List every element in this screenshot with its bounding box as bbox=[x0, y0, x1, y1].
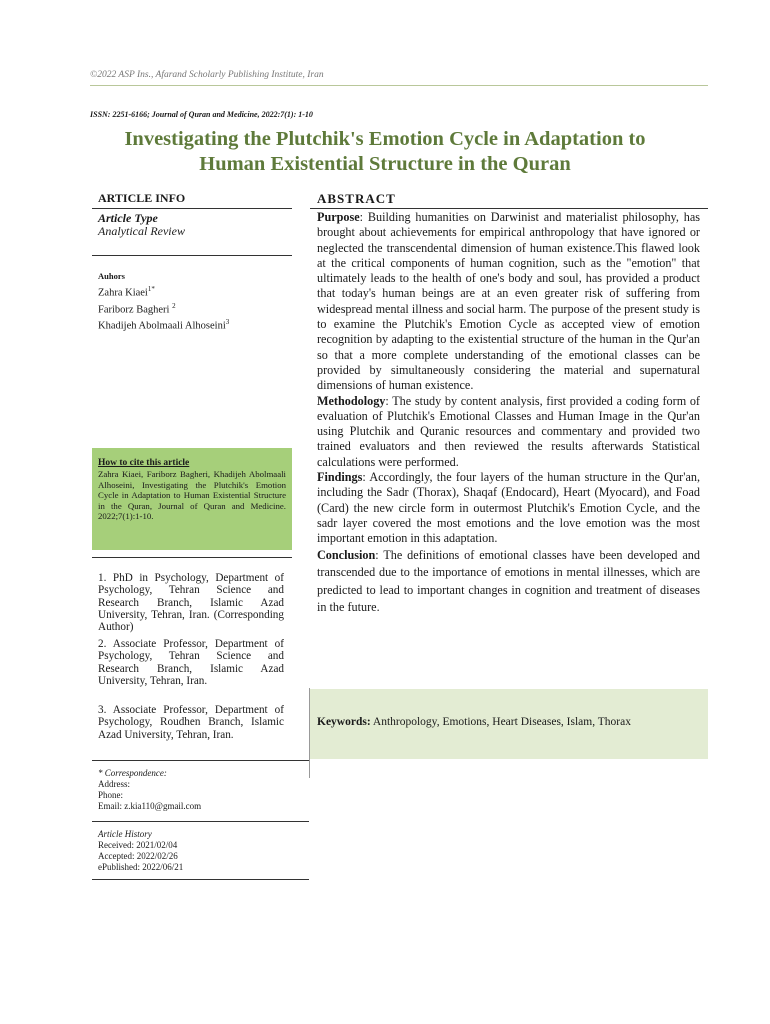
issn-line: ISSN: 2251-6166; Journal of Quran and Medicine, 2022:7(1): 1-10 bbox=[90, 110, 313, 119]
keywords-label: Keywords: bbox=[317, 716, 371, 728]
article-title bbox=[90, 127, 680, 177]
article-type-label: Article Type bbox=[98, 211, 158, 225]
correspondence-address: Address: bbox=[98, 779, 130, 789]
correspondence-block bbox=[98, 768, 201, 812]
divider bbox=[92, 208, 292, 209]
abstract-body bbox=[317, 210, 700, 617]
affiliation-2: 2. Associate Professor, Department of Psychology, Tehran Science and Research Branch, Islamic Azad University, Tehran, Iran. bbox=[98, 638, 284, 687]
column-divider bbox=[309, 688, 310, 778]
cite-title: How to cite this article bbox=[98, 458, 190, 468]
abstract-methodology: Methodology: The study by content analysis, first provided a coding form of evaluation of Plutchik's Emotional Classes and Human Image in the Qur'an using Plutchik and Quranic resources and commentary and provided two trained evaluators and then reviewed the results afterwards Statistical calculations were performed. bbox=[317, 393, 700, 469]
keywords-list: Anthropology, Emotions, Heart Diseases, Islam, Thorax bbox=[370, 716, 631, 728]
author-2: Fariborz Bagheri $^2$ bbox=[98, 301, 176, 315]
divider bbox=[92, 879, 309, 880]
journal-copyright: ©2022 ASP Ins., Afarand Scholarly Publishing Institute, Iran bbox=[90, 70, 324, 80]
article-info-heading: ARTICLE INFO bbox=[98, 191, 186, 205]
title-line-1: Investigating the Plutchik's Emotion Cycle in Adaptation to bbox=[124, 128, 646, 150]
keywords bbox=[317, 716, 631, 728]
history-accepted: Accepted: 2022/02/26 bbox=[98, 851, 178, 861]
divider bbox=[92, 760, 309, 761]
correspondence-email[interactable]: Email: z.kia110@gmail.com bbox=[98, 801, 202, 811]
divider bbox=[92, 557, 292, 558]
article-history-block bbox=[98, 829, 183, 873]
history-published: ePublished: 2022/06/21 bbox=[98, 862, 184, 872]
author-1: Zahra Kiaei$^{1*}$ bbox=[98, 285, 155, 299]
correspondence-label: * Correspondence: bbox=[98, 768, 167, 778]
abstract-conclusion: Conclusion: The definitions of emotional classes have been developed and transcended due to the importance of emotions in mental illnesses, which are predicted to lead to important changes in cognition and treatment of diseases in the future. bbox=[317, 547, 700, 615]
authors-label: Auhors bbox=[98, 271, 125, 281]
affiliation-1: 1. PhD in Psychology, Department of Psychology, Tehran Science and Research Branch, Islamic Azad University, Tehran, Iran. (Corresponding Author) bbox=[98, 572, 284, 634]
divider bbox=[310, 208, 708, 209]
header-divider bbox=[90, 85, 708, 86]
divider bbox=[92, 821, 309, 822]
abstract-purpose: Purpose: Building humanities on Darwinist and materialist philosophy, has brought about achievements for empirical anthropology that have ignored or neglected the transcendental dimension of human existence.This flawed look at the critical components of human cognition, such as the "emotion" that ultimately leads to the health of one's body and soul, has provided a product that today's human beings are at an even greater risk of suffering from widespread mental illness and social harm. The purpose of the present study is to examine the Plutchik's Emotion Cycle as accepted view of emotion recognition by adapting to the existential structure of the human in the Qur'an so that a more complete understanding of the emotional classes can be provided by simultaneously considering the material and supernatural dimensions of human existence. bbox=[317, 210, 700, 393]
affiliation-3: 3. Associate Professor, Department of Psychology, Roudhen Branch, Islamic Azad University, Tehran, Iran. bbox=[98, 704, 284, 741]
history-label: Article History bbox=[98, 829, 152, 839]
cite-text: Zahra Kiaei, Fariborz Bagheri, Khadijeh Abolmaali Alhoseini, Investigating the Plutchik's Emotion Cycle in Adaptation to Human Existential Structure in the Quran, Journal of Quran and Medicine. 2022;7(1):1-10. bbox=[98, 469, 286, 522]
title-line-2: Human Existential Structure in the Quran bbox=[199, 153, 571, 175]
abstract-findings: Findings: Accordingly, the four layers of the human structure in the Qur'an, including the Sadr (Thorax), Shaqaf (Endocard), Heart (Myocard), and Foad (Card) the new circle form in outermost Plutchik's Emotion Cycle, and the sadr layer covered the most emotions and the love emotion was the most important emotion in this adaptation. bbox=[317, 470, 700, 546]
abstract-heading: ABSTRACT bbox=[317, 191, 396, 206]
divider bbox=[92, 255, 292, 256]
article-type-value: Analytical Review bbox=[98, 224, 185, 238]
authors-block bbox=[98, 270, 229, 333]
author-3: Khadijeh Abolmaali Alhoseini$^3$ bbox=[98, 318, 230, 332]
correspondence-phone: Phone: bbox=[98, 790, 124, 800]
history-received: Received: 2021/02/04 bbox=[98, 840, 178, 850]
